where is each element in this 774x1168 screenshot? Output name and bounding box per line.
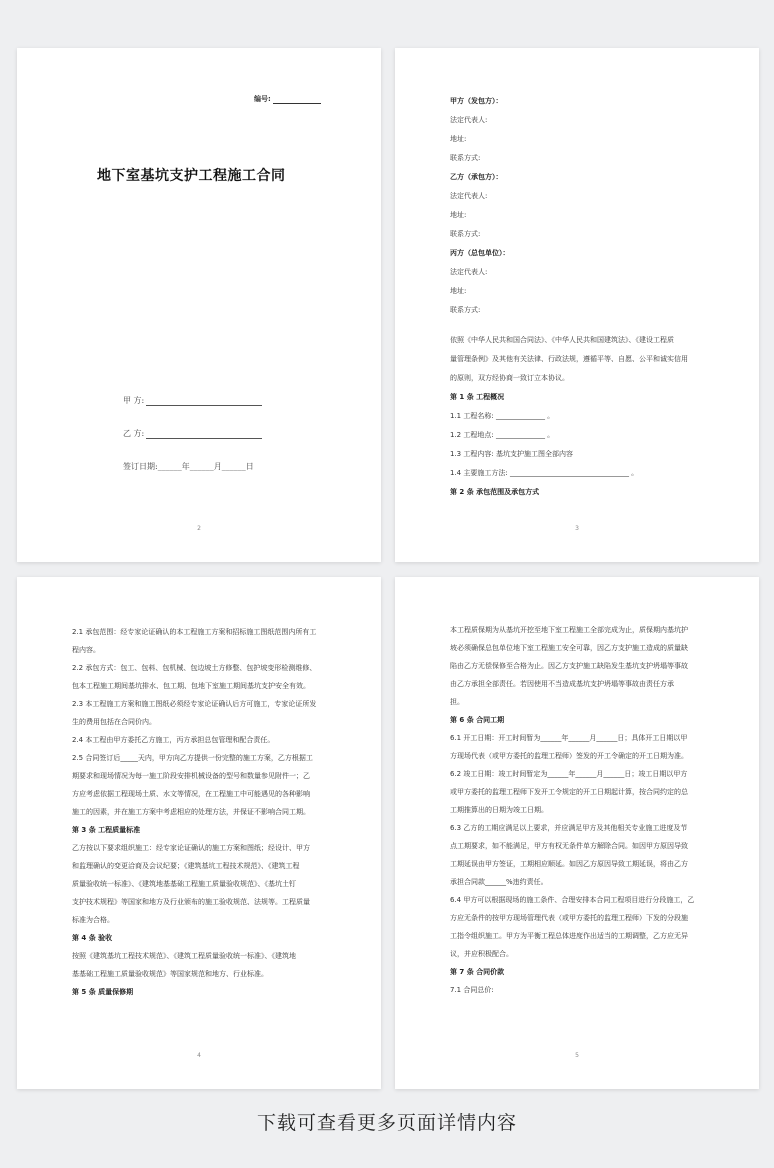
text-line: 工指令组织施工。甲方为平衡工程总体进度作出适当的工期调整，乙方应无异 <box>450 932 688 940</box>
section-heading: 第 4 条 验收 <box>72 934 113 942</box>
text-line: 或甲方委托的监理工程师下发开工令规定的开工日期起计算，按合同约定的总 <box>450 788 688 796</box>
text-line: 地址: <box>450 287 467 295</box>
text-line: 坡必须确保总包单位地下室工程施工安全可靠，因乙方支护施工造成的质量缺 <box>450 644 688 652</box>
text-line: 6.3 乙方的工期应满足以上要求，并应满足甲方及其他相关专业施工进度及节 <box>450 824 688 832</box>
text-line: 期要求和现场情况为每一施工阶段安排机械设备的型号和数量参见附件一；乙 <box>72 772 310 780</box>
text-line: 由乙方承担全部责任。若因使用不当造成基坑支护坍塌等事故由责任方承 <box>450 680 674 688</box>
contract-page-3 <box>395 48 759 562</box>
text-line: 1.3 工程内容: 基坑支护施工图全部内容 <box>450 450 573 458</box>
text-line: 6.1 开工日期：开工时间暂为______年______月______日；具体开工日期以甲 <box>450 734 688 742</box>
section-heading: 第 6 条 合同工期 <box>450 716 505 724</box>
text-line: 基基础工程施工质量验收规范》等国家规范和地方、行业标准。 <box>72 970 268 978</box>
text-line: 7.1 合同总价: <box>450 986 494 994</box>
text-line: 2.4 本工程由甲方委托乙方施工，丙方承担总包管理和配合责任。 <box>72 736 275 744</box>
text-line: 和监理确认的变更洽商及会议纪要；《建筑基坑工程技术规范》、《建筑工程 <box>72 862 300 870</box>
text-line: 质量验收统一标准》、《建筑地基基础工程施工质量验收规范》、《基坑土钉 <box>72 880 296 888</box>
party-b-label: 乙 方: <box>123 429 145 438</box>
section-heading: 第 7 条 合同价款 <box>450 968 505 976</box>
sign-date-field: 签订日期:______年______月______日 <box>123 462 254 471</box>
text-line: 施工的因素，并在施工方案中考虑相应的处理方法，并保证不影响合同工期。 <box>72 808 310 816</box>
text-line: 量管理条例》及其他有关法律、行政法规，遵循平等、自愿、公平和诚实信用 <box>450 355 688 363</box>
text-line: 乙方按以下要求组织施工：经专家论证确认的施工方案和图纸；经设计、甲方 <box>72 844 310 852</box>
text-line: 2.3 本工程施工方案和施工图纸必须经专家论证确认后方可施工，专家论证所发 <box>72 700 317 708</box>
contract-number-blank <box>273 96 321 104</box>
text-line: 方现场代表（或甲方委托的监理工程师）签发的开工令确定的开工日期为准。 <box>450 752 688 760</box>
section-heading: 第 3 条 工程质量标准 <box>72 826 141 834</box>
text-line: 陷由乙方无偿保修至合格为止。因乙方支护施工缺陷发生基坑支护坍塌等事故 <box>450 662 688 670</box>
party-a-blank <box>146 397 262 406</box>
text-line: 承担合同款______%违约责任。 <box>450 878 548 886</box>
text-line: 方应无条件的按甲方现场管理代表（或甲方委托的监理工程师）下发的分段施 <box>450 914 688 922</box>
text-line: 议，并应积极配合。 <box>450 950 513 958</box>
section-heading: 第 5 条 质量保修期 <box>72 988 134 996</box>
text-line: 工期延误由甲方签证，工期相应顺延。如因乙方原因导致工期延误，将由乙方 <box>450 860 688 868</box>
text-line: 1.2 工程地点: ______________ 。 <box>450 431 555 439</box>
contract-number-field <box>254 94 321 104</box>
text-line: 工期推算出的日期为竣工日期。 <box>450 806 548 814</box>
text-line: 地址: <box>450 211 467 219</box>
text-line: 联系方式: <box>450 306 481 314</box>
section-heading: 甲方（发包方）： <box>450 97 503 105</box>
text-line: 法定代表人: <box>450 192 488 200</box>
party-b-field <box>123 428 262 439</box>
text-line: 2.5 合同签订后_____天内，甲方向乙方提供一份完整的施工方案，乙方根据工 <box>72 754 313 762</box>
text-line: 2.2 承包方式：包工、包料、包机械、包边坡土方修整、包护坡变形检测维修、 <box>72 664 317 672</box>
text-line: 本工程质保期为从基坑开挖至地下室工程施工全部完成为止，质保期内基坑护 <box>450 626 688 634</box>
page-number: 4 <box>197 1052 201 1059</box>
contract-number-label: 编号: <box>254 95 271 103</box>
text-line: 点工期要求，如不能满足，甲方有权无条件单方解除合同。如因甲方原因导致 <box>450 842 688 850</box>
text-line: 法定代表人: <box>450 116 488 124</box>
contract-title: 地下室基坑支护工程施工合同 <box>97 168 286 184</box>
party-a-field <box>123 395 262 406</box>
section-heading: 丙方（总包单位）： <box>450 249 510 257</box>
page-number: 3 <box>575 525 579 532</box>
party-b-blank <box>146 430 262 439</box>
text-line: 1.4 主要施工方法: __________________________________ 。 <box>450 469 639 477</box>
text-line: 联系方式: <box>450 154 481 162</box>
text-line: 程内容。 <box>72 646 100 654</box>
text-line: 联系方式: <box>450 230 481 238</box>
text-line: 按照《建筑基坑工程技术规范》、《建筑工程质量验收统一标准》、《建筑地 <box>72 952 296 960</box>
text-line: 1.1 工程名称: ______________ 。 <box>450 412 555 420</box>
text-line: 6.4 甲方可以根据现场的施工条件、合理安排本合同工程项目进行分段施工，乙 <box>450 896 695 904</box>
section-heading: 乙方（承包方）： <box>450 173 503 181</box>
text-line: 方应考虑依据工程现场土质、水文等情况，在工程施工中可能遇见的各种影响 <box>72 790 310 798</box>
text-line: 6.2 竣工日期：竣工时间暂定为______年______月______日；竣工日期以甲方 <box>450 770 688 778</box>
page-number: 5 <box>575 1052 579 1059</box>
contract-page-5 <box>395 577 759 1089</box>
download-more-caption: 下载可查看更多页面详情内容 <box>256 1112 517 1134</box>
contract-page-4 <box>17 577 381 1089</box>
text-line: 包本工程施工期间基坑排水、包工期、包地下室施工期间基坑支护安全有效。 <box>72 682 310 690</box>
text-line: 担。 <box>450 698 464 706</box>
text-line: 法定代表人: <box>450 268 488 276</box>
text-line: 依照《中华人民共和国合同法》、《中华人民共和国建筑法》、《建设工程质 <box>450 336 674 344</box>
contract-cover-page <box>17 48 381 562</box>
text-line: 标准为合格。 <box>72 916 114 924</box>
page-number: 2 <box>197 525 201 532</box>
text-line: 的原则，双方经协商一致订立本协议。 <box>450 374 569 382</box>
party-a-label: 甲 方: <box>123 396 145 405</box>
section-heading: 第 1 条 工程概况 <box>450 393 505 401</box>
text-line: 地址: <box>450 135 467 143</box>
text-line: 2.1 承包范围：经专家论证确认的本工程施工方案和招标施工图纸范围内所有工 <box>72 628 317 636</box>
section-heading: 第 2 条 承包范围及承包方式 <box>450 488 540 496</box>
text-line: 支护技术规程》等国家和地方及行业颁布的施工验收规范、法规等。工程质量 <box>72 898 310 906</box>
text-line: 生的费用包括在合同价内。 <box>72 718 156 726</box>
